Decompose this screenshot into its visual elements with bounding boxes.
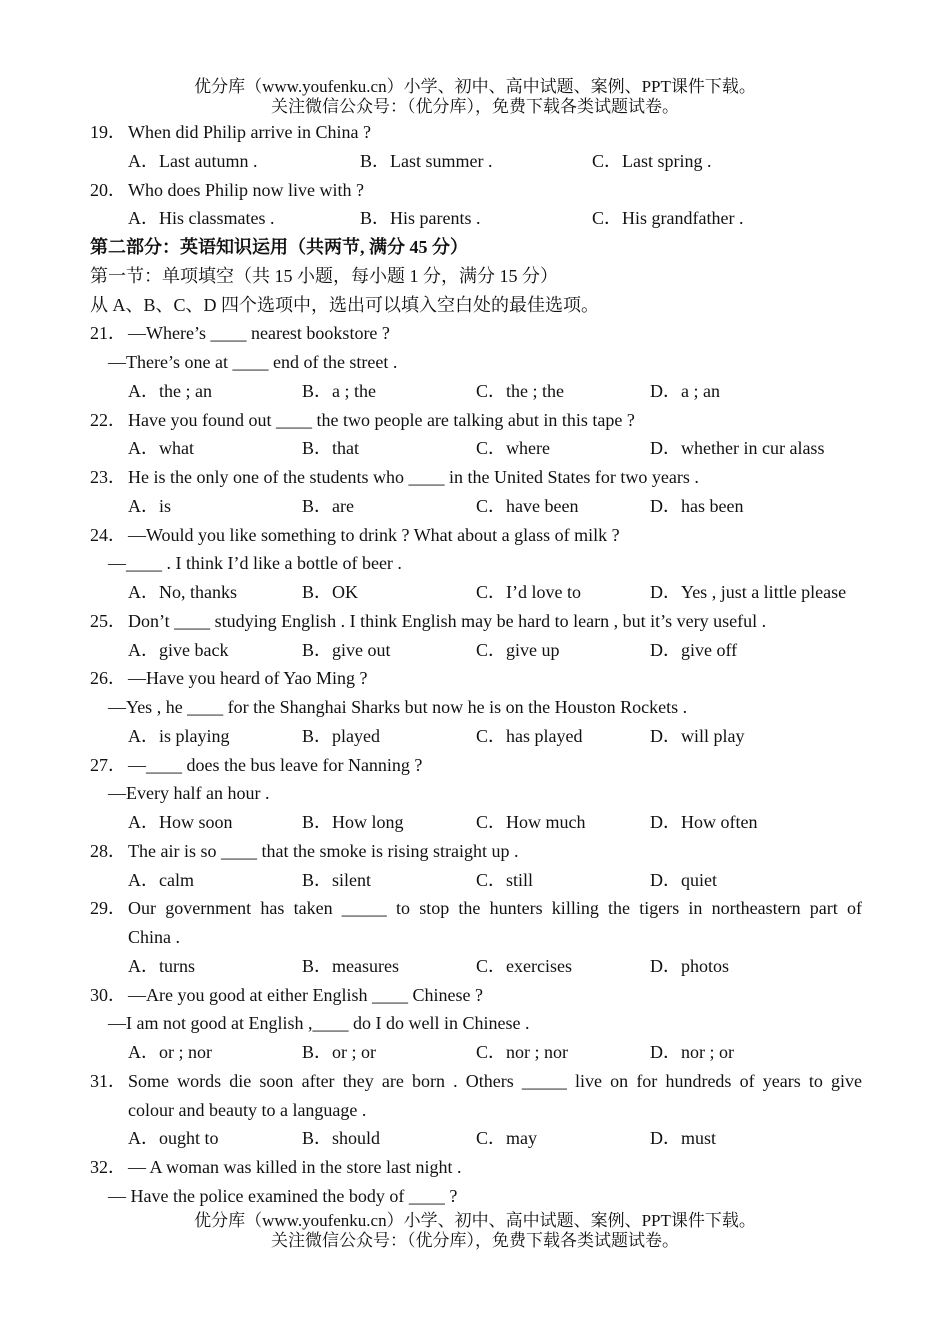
option-a[interactable]: A．calm: [128, 869, 194, 890]
question-number: 32．: [90, 1157, 126, 1177]
question-32: [90, 1153, 862, 1182]
question-31-options: [90, 1124, 862, 1153]
question-number: 23．: [90, 467, 126, 487]
question-text: Don’t ____ studying English . I think English may be hard to learn , but it’s very useful .: [128, 610, 767, 631]
question-number: 27．: [90, 754, 126, 775]
question-number: 31．: [90, 1070, 126, 1091]
question-28-options: [90, 866, 862, 895]
option-a[interactable]: A．or ; nor: [128, 1042, 212, 1062]
option-d[interactable]: D．must: [650, 1128, 717, 1149]
option-a[interactable]: A．ought to: [128, 1128, 219, 1149]
question-30-options: [90, 1038, 862, 1067]
question-24: [90, 521, 862, 550]
option-c[interactable]: C．may: [476, 1128, 537, 1149]
option-d[interactable]: D．quiet: [650, 869, 717, 890]
option-a[interactable]: A．Last autumn .: [128, 150, 258, 171]
question-25-options: [90, 636, 862, 665]
option-b[interactable]: B．or ; or: [302, 1042, 376, 1062]
option-c[interactable]: C．Last spring .: [592, 150, 712, 171]
question-text: — A woman was killed in the store last night .: [128, 1157, 462, 1177]
question-text: —Are you good at either English ____ Chinese ?: [128, 984, 483, 1005]
footer-line-2: 关注微信公众号：（优分库），免费下载各类试题试卷。: [271, 1231, 679, 1250]
option-d[interactable]: D．whether in cur alass: [650, 438, 825, 459]
option-a[interactable]: A．is playing: [128, 725, 230, 746]
question-23-options: [90, 492, 862, 521]
option-a[interactable]: A．His classmates .: [128, 208, 275, 229]
question-22-options: [90, 434, 862, 463]
option-d[interactable]: D．a ; an: [650, 380, 720, 401]
question-number: 29．: [90, 898, 126, 919]
option-b[interactable]: B．How long: [302, 812, 404, 832]
option-b[interactable]: B．should: [302, 1128, 381, 1149]
question-text: The air is so ____ that the smoke is rising straight up .: [128, 840, 519, 861]
question-24-reply: —____ . I think I’d like a bottle of beer .: [108, 553, 402, 574]
question-number: 20．: [90, 179, 126, 200]
part-title: 第二部分：英语知识运用（共两节, 满分 45 分）: [90, 237, 468, 257]
option-a[interactable]: A．No, thanks: [128, 582, 237, 602]
option-b[interactable]: B．silent: [302, 869, 372, 890]
option-b[interactable]: B．measures: [302, 955, 399, 976]
page-header: [0, 77, 950, 117]
question-number: 19．: [90, 122, 126, 142]
question-number: 21．: [90, 323, 126, 344]
question-32-reply: — Have the police examined the body of ____ ?: [108, 1185, 458, 1206]
option-c[interactable]: C．has played: [476, 725, 583, 746]
option-c[interactable]: C．the ; the: [476, 380, 564, 401]
option-c[interactable]: C．where: [476, 438, 550, 459]
question-23: [90, 463, 862, 492]
header-line-1: 优分库（www.youfenku.cn）小学、初中、高中试题、案例、PPT课件下载。: [194, 77, 756, 96]
option-d[interactable]: D．Yes , just a little please: [650, 582, 847, 602]
option-d[interactable]: D．give off: [650, 639, 738, 660]
option-c[interactable]: C．How much: [476, 812, 586, 832]
question-number: 22．: [90, 409, 126, 430]
question-19: [90, 118, 862, 147]
option-c[interactable]: C．I’d love to: [476, 582, 581, 602]
question-19-options: [90, 147, 862, 176]
question-number: 26．: [90, 668, 126, 689]
header-line-2: 关注微信公众号：（优分库），免费下载各类试题试卷。: [271, 97, 679, 116]
question-26: [90, 664, 862, 693]
question-text: —Where’s ____ nearest bookstore ?: [128, 323, 390, 344]
question-29-continued: China .: [128, 927, 180, 947]
question-text: When did Philip arrive in China ?: [128, 122, 371, 142]
question-26-options: [90, 722, 862, 751]
question-text: —____ does the bus leave for Nanning ?: [128, 754, 423, 775]
option-a[interactable]: A．turns: [128, 955, 195, 976]
question-text: Have you found out ____ the two people are talking abut in this tape ?: [128, 409, 635, 430]
option-b[interactable]: B．a ; the: [302, 380, 376, 401]
question-text: He is the only one of the students who ____ in the United States for two years .: [128, 467, 699, 487]
option-c[interactable]: C．nor ; nor: [476, 1042, 568, 1062]
question-26-reply: —Yes , he ____ for the Shanghai Sharks but now he is on the Houston Rockets .: [108, 697, 688, 717]
option-b[interactable]: B．Last summer .: [360, 150, 493, 171]
question-text: —Have you heard of Yao Ming ?: [128, 668, 368, 689]
option-c[interactable]: C．His grandfather .: [592, 208, 744, 229]
option-b[interactable]: B．give out: [302, 639, 391, 660]
question-text: Who does Philip now live with ?: [128, 179, 364, 200]
exam-content: [90, 118, 862, 1211]
option-d[interactable]: D．will play: [650, 725, 745, 746]
question-21-options: [90, 377, 862, 406]
footer-line-1: 优分库（www.youfenku.cn）小学、初中、高中试题、案例、PPT课件下载。: [194, 1211, 756, 1230]
question-20: [90, 176, 862, 205]
question-28: [90, 837, 862, 866]
question-text: —Would you like something to drink ? What about a glass of milk ?: [128, 524, 620, 545]
question-25: [90, 607, 862, 636]
option-c[interactable]: C．have been: [476, 495, 579, 516]
option-a[interactable]: A．what: [128, 438, 194, 459]
option-a[interactable]: A．give back: [128, 639, 229, 660]
option-d[interactable]: D．has been: [650, 495, 744, 516]
option-b[interactable]: B．OK: [302, 582, 359, 602]
question-21-reply: —There’s one at ____ end of the street .: [108, 352, 398, 372]
option-c[interactable]: C．still: [476, 869, 534, 890]
page-footer: [0, 1211, 950, 1251]
question-number: 24．: [90, 524, 126, 545]
question-number: 30．: [90, 984, 126, 1005]
option-d[interactable]: D．photos: [650, 955, 730, 976]
option-c[interactable]: C．give up: [476, 639, 560, 660]
option-a[interactable]: A．is: [128, 495, 172, 516]
section-subtitle: 第一节：单项填空（共 15 小题，每小题 1 分，满分 15 分）: [90, 265, 558, 286]
option-a[interactable]: A．How soon: [128, 812, 233, 832]
question-29: [90, 894, 862, 923]
question-24-options: [90, 578, 862, 607]
question-27: [90, 751, 862, 780]
option-d[interactable]: D．How often: [650, 812, 758, 832]
question-22: [90, 406, 862, 435]
option-d[interactable]: D．nor ; or: [650, 1042, 734, 1062]
option-b[interactable]: B．are: [302, 495, 354, 516]
question-text: Our government has taken _____ to stop the hunters killing the tigers in northeastern part of: [128, 898, 862, 919]
question-21: [90, 319, 862, 348]
question-number: 25．: [90, 610, 126, 631]
option-c[interactable]: C．exercises: [476, 955, 572, 976]
question-31-continued: colour and beauty to a language .: [128, 1099, 367, 1120]
question-number: 28．: [90, 840, 126, 861]
section-instruction: 从 A、B、C、D 四个选项中，选出可以填入空白处的最佳选项。: [90, 294, 600, 315]
question-20-options: [90, 204, 862, 233]
question-30: [90, 981, 862, 1010]
question-27-reply: —Every half an hour .: [108, 783, 270, 804]
option-b[interactable]: B．that: [302, 438, 359, 459]
question-30-reply: —I am not good at English ,____ do I do well in Chinese .: [108, 1013, 530, 1034]
question-31: [90, 1067, 862, 1096]
option-b[interactable]: B．played: [302, 725, 380, 746]
question-27-options: [90, 808, 862, 837]
question-29-options: [90, 952, 862, 981]
question-text: Some words die soon after they are born . Others _____ live on for hundreds of years to give: [128, 1070, 862, 1091]
option-a[interactable]: A．the ; an: [128, 380, 212, 401]
option-b[interactable]: B．His parents .: [360, 208, 481, 229]
